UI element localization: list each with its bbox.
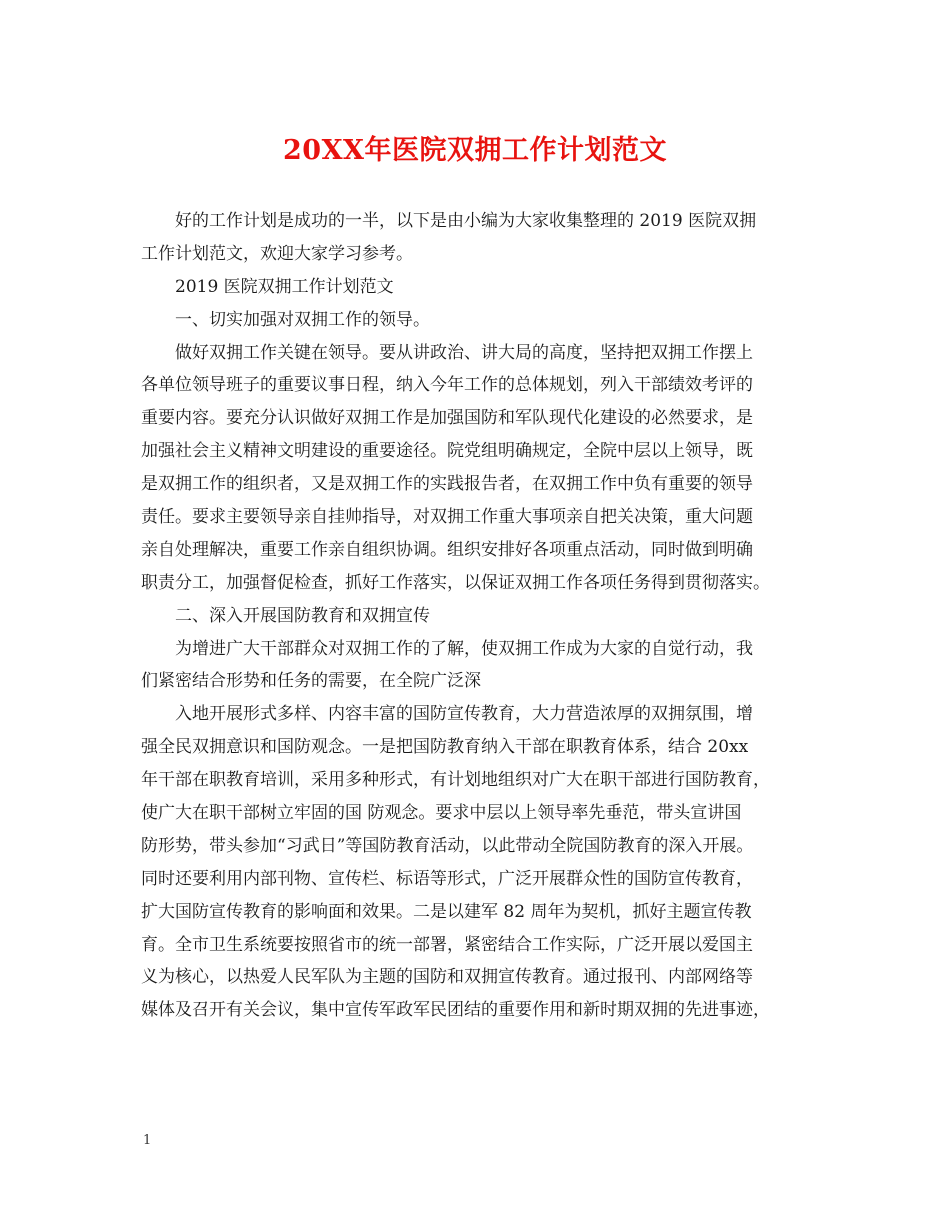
body-line: 是双拥工作的组织者，又是双拥工作的实践报告者，在双拥工作中负有重要的领导	[141, 474, 753, 495]
body-line: 义为核心，以热爱人民军队为主题的国防和双拥宣传教育。通过报刊、内部网络等	[141, 967, 753, 988]
body-line: 亲自处理解决，重要工作亲自组织协调。组织安排好各项重点活动，同时做到明确	[141, 539, 753, 560]
body-line: 一、切实加强对双拥工作的领导。	[175, 309, 430, 330]
body-line: 年干部在职教育培训，采用多种形式，有计划地组织对广大在职干部进行国防教育，	[141, 770, 770, 791]
body-line: 们紧密结合形势和任务的需要，在全院广泛深	[141, 671, 481, 692]
body-line: 2019 医院双拥工作计划范文	[175, 276, 394, 297]
body-line: 重要内容。要充分认识做好双拥工作是加强国防和军队现代化建设的必然要求，是	[141, 408, 753, 429]
body-line: 媒体及召开有关会议，集中宣传军政军民团结的重要作用和新时期双拥的先进事迹，	[141, 1000, 770, 1021]
body-line: 同时还要利用内部刊物、宣传栏、标语等形式，广泛开展群众性的国防宣传教育，	[141, 868, 753, 889]
body-line: 各单位领导班子的重要议事日程，纳入今年工作的总体规划，列入干部绩效考评的	[141, 375, 753, 396]
body-line: 强全民双拥意识和国防观念。一是把国防教育纳入干部在职教育体系，结合 20xx	[141, 737, 749, 758]
body-line: 防形势，带头参加“习武日”等国防教育活动，以此带动全院国防教育的深入开展。	[141, 835, 754, 856]
body-line: 育。全市卫生系统要按照省市的统一部署，紧密结合工作实际，广泛开展以爱国主	[141, 934, 753, 955]
body-line: 使广大在职干部树立牢固的国 防观念。要求中层以上领导率先垂范，带头宣讲国	[141, 803, 742, 824]
document-title: 20XX年医院双拥工作计划范文	[283, 135, 667, 166]
body-line: 职责分工，加强督促检查，抓好工作落实，以保证双拥工作各项任务得到贯彻落实。	[141, 572, 770, 593]
body-line: 加强社会主义精神文明建设的重要途径。院党组明确规定，全院中层以上领导，既	[141, 441, 753, 462]
body-line: 责任。要求主要领导亲自挂帅指导，对双拥工作重大事项亲自把关决策，重大问题	[141, 507, 753, 528]
body-line: 工作计划范文，欢迎大家学习参考。	[141, 243, 413, 264]
body-line: 二、深入开展国防教育和双拥宣传	[175, 605, 430, 626]
body-line: 扩大国防宣传教育的影响面和效果。二是以建军 82 周年为契机，抓好主题宣传教	[141, 901, 752, 922]
document-body	[141, 205, 821, 1027]
page-number: 1	[143, 1133, 152, 1148]
body-line: 入地开展形式多样、内容丰富的国防宣传教育，大力营造浓厚的双拥氛围，增	[175, 704, 753, 725]
body-line: 做好双拥工作关键在领导。要从讲政治、讲大局的高度，坚持把双拥工作摆上	[175, 342, 753, 363]
body-line: 好的工作计划是成功的一半，以下是由小编为大家收集整理的 2019 医院双拥	[175, 211, 757, 231]
body-line: 为增进广大干部群众对双拥工作的了解，使双拥工作成为大家的自觉行动，我	[175, 638, 753, 659]
